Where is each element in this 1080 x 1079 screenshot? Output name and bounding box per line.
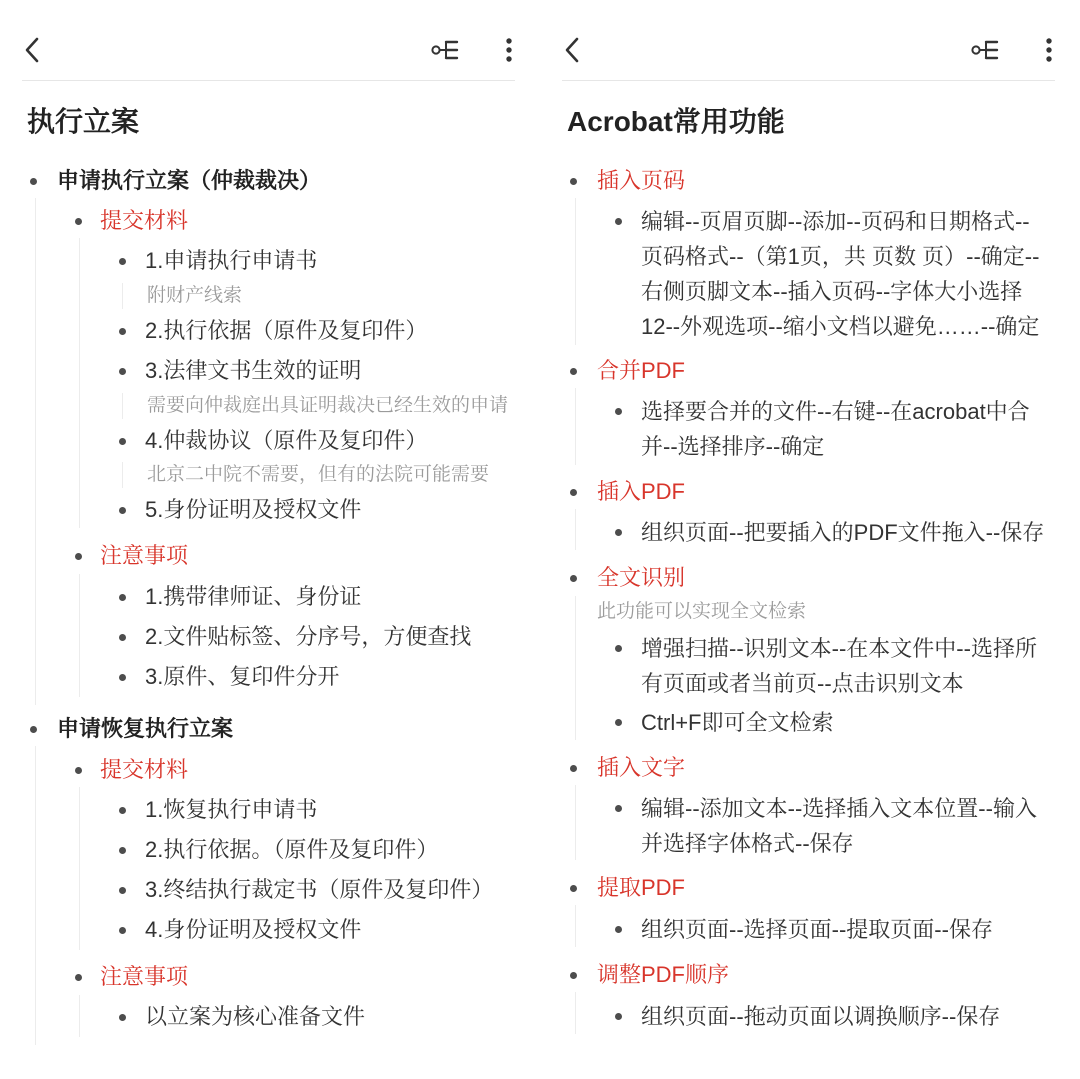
outline-item[interactable]	[0, 870, 540, 910]
more-button[interactable]	[500, 36, 518, 64]
back-button[interactable]	[22, 36, 44, 64]
bullet-icon[interactable]	[119, 368, 126, 375]
outline-item[interactable]	[0, 790, 540, 830]
page-title[interactable]: Acrobat常用功能	[567, 106, 785, 137]
bullet-icon[interactable]	[119, 807, 126, 814]
mind-map-button[interactable]	[971, 38, 1003, 62]
bullet-icon[interactable]	[30, 178, 37, 185]
more-button[interactable]	[1040, 36, 1058, 64]
bullet-icon[interactable]	[570, 575, 577, 582]
item-text[interactable]: 提取PDF	[597, 875, 686, 900]
indent-guide	[575, 596, 576, 740]
bullet-icon[interactable]	[570, 885, 577, 892]
item-note[interactable]: 附财产线索	[147, 285, 243, 306]
item-text[interactable]: 插入页码	[597, 168, 686, 193]
outline-item[interactable]	[0, 536, 540, 576]
item-text-line: 编辑--页眉页脚--添加--页码和日期格式--	[641, 209, 1030, 234]
item-text[interactable]: 申请执行立案（仲裁裁决）	[57, 168, 322, 193]
outline-item[interactable]	[0, 311, 540, 351]
item-text-line: 12--外观选项--缩小文档以避免……--确定	[641, 314, 1040, 339]
bullet-icon[interactable]	[615, 805, 622, 812]
outline-item[interactable]	[0, 910, 540, 950]
bullet-icon[interactable]	[119, 1014, 126, 1021]
outline-item[interactable]	[0, 241, 540, 281]
bullet-icon[interactable]	[615, 645, 622, 652]
bullet-icon[interactable]	[119, 674, 126, 681]
outline-item[interactable]	[0, 830, 540, 870]
bullet-icon[interactable]	[119, 927, 126, 934]
outline-item[interactable]	[540, 748, 1080, 788]
bullet-icon[interactable]	[615, 218, 622, 225]
item-text-line: 并选择字体格式--保存	[641, 831, 854, 856]
item-text[interactable]: 4.仲裁协议（原件及复印件）	[145, 428, 428, 453]
outline-item[interactable]	[540, 955, 1080, 995]
item-text[interactable]: 4.身份证明及授权文件	[145, 917, 362, 942]
outline-item[interactable]	[540, 351, 1080, 391]
note-guide	[122, 283, 123, 309]
note-guide	[122, 393, 123, 419]
bullet-icon[interactable]	[119, 507, 126, 514]
bullet-icon[interactable]	[615, 408, 622, 415]
indent-guide	[575, 198, 576, 345]
outline-item[interactable]	[0, 957, 540, 997]
item-text[interactable]: 插入文字	[597, 755, 686, 780]
item-text[interactable]	[641, 912, 993, 947]
item-text-line: 有页面或者当前页--点击识别文本	[641, 671, 964, 696]
bullet-icon[interactable]	[30, 726, 37, 733]
item-text-line: 页码格式--（第1页，共 页数 页）--确定--	[641, 244, 1040, 269]
header-divider	[562, 80, 1055, 81]
bullet-icon[interactable]	[75, 553, 82, 560]
bullet-icon[interactable]	[119, 594, 126, 601]
item-text[interactable]: 1.恢复执行申请书	[145, 797, 318, 822]
item-text[interactable]: 插入PDF	[597, 479, 686, 504]
top-bar	[540, 0, 1080, 80]
header-divider	[22, 80, 515, 81]
item-text[interactable]: 注意事项	[100, 543, 189, 568]
outline-item[interactable]	[0, 577, 540, 617]
item-text[interactable]: 3.终结执行裁定书（原件及复印件）	[145, 877, 494, 902]
item-text[interactable]	[641, 631, 1037, 701]
item-text-line: 组织页面--选择页面--提取页面--保存	[641, 917, 993, 942]
chevron-left-icon	[22, 36, 44, 64]
mind-map-button[interactable]	[431, 38, 463, 62]
bullet-icon[interactable]	[75, 767, 82, 774]
item-text[interactable]: 全文识别	[597, 565, 686, 590]
outline-item[interactable]	[540, 868, 1080, 908]
item-text[interactable]: 2.执行依据。（原件及复印件）	[145, 837, 439, 862]
item-text[interactable]	[641, 705, 834, 740]
bullet-icon[interactable]	[615, 719, 622, 726]
item-text[interactable]	[641, 204, 1039, 344]
indent-guide	[575, 785, 576, 860]
page-title[interactable]: 执行立案	[27, 106, 140, 137]
bullet-icon[interactable]	[119, 258, 126, 265]
mind-map-icon	[971, 38, 1003, 62]
bullet-icon[interactable]	[615, 1013, 622, 1020]
bullet-icon[interactable]	[570, 765, 577, 772]
outline-item[interactable]	[540, 472, 1080, 512]
more-vertical-icon	[500, 36, 518, 64]
bullet-icon[interactable]	[570, 489, 577, 496]
item-text[interactable]	[641, 515, 1044, 550]
outline-item[interactable]	[0, 421, 540, 461]
outline-item[interactable]	[0, 490, 540, 530]
right-outline-screen	[540, 0, 1080, 1079]
item-text[interactable]: 合并PDF	[597, 358, 686, 383]
item-text[interactable]: 调整PDF顺序	[597, 962, 730, 987]
mind-map-icon	[431, 38, 463, 62]
outline-item[interactable]	[0, 657, 540, 697]
item-text-line: 右侧页脚文本--插入页码--字体大小选择	[641, 279, 1023, 304]
item-text[interactable]	[641, 394, 1030, 464]
bullet-icon[interactable]	[119, 328, 126, 335]
item-text[interactable]: 3.原件、复印件分开	[145, 664, 340, 689]
item-text[interactable]: 2.文件贴标签、分序号，方便查找	[145, 624, 472, 649]
indent-guide	[575, 388, 576, 465]
item-text[interactable]	[641, 999, 1000, 1034]
indent-guide	[575, 905, 576, 947]
outline-item[interactable]	[0, 201, 540, 241]
outline-item[interactable]	[0, 750, 540, 790]
bullet-icon[interactable]	[119, 847, 126, 854]
item-note[interactable]: 此功能可以实现全文检索	[597, 601, 807, 622]
bullet-icon[interactable]	[615, 529, 622, 536]
item-text[interactable]: 提交材料	[100, 208, 189, 233]
bullet-icon[interactable]	[615, 926, 622, 933]
outline-item[interactable]	[0, 997, 540, 1037]
item-text-line: 编辑--添加文本--选择插入文本位置--输入	[641, 796, 1037, 821]
item-text[interactable]: 1.申请执行申请书	[145, 248, 318, 273]
item-text[interactable]: 注意事项	[100, 964, 189, 989]
bullet-icon[interactable]	[570, 972, 577, 979]
bullet-icon[interactable]	[570, 368, 577, 375]
item-text[interactable]: 3.法律文书生效的证明	[145, 358, 362, 383]
more-vertical-icon	[1040, 36, 1058, 64]
item-note[interactable]: 北京二中院不需要，但有的法院可能需要	[147, 464, 490, 485]
item-text-line: 组织页面--把要插入的PDF文件拖入--保存	[641, 520, 1045, 545]
item-text-line: Ctrl+F即可全文检索	[641, 710, 834, 735]
indent-guide	[575, 509, 576, 550]
item-text[interactable]: 1.携带律师证、身份证	[145, 584, 362, 609]
outline-item[interactable]	[0, 709, 540, 749]
item-text-line: 组织页面--拖动页面以调换顺序--保存	[641, 1004, 1001, 1029]
chevron-left-icon	[562, 36, 584, 64]
outline-item[interactable]	[0, 351, 540, 391]
bullet-icon[interactable]	[119, 438, 126, 445]
top-bar	[0, 0, 540, 80]
item-note[interactable]: 需要向仲裁庭出具证明裁决已经生效的申请	[147, 395, 509, 416]
bullet-icon[interactable]	[75, 218, 82, 225]
item-text-line: 选择要合并的文件--右键--在acrobat中合	[641, 399, 1030, 424]
bullet-icon[interactable]	[119, 634, 126, 641]
item-text-line: 增强扫描--识别文本--在本文件中--选择所	[641, 636, 1037, 661]
outline-item[interactable]	[0, 161, 540, 201]
item-text[interactable]: 5.身份证明及授权文件	[145, 497, 362, 522]
item-text[interactable]: 以立案为核心准备文件	[145, 1004, 366, 1029]
note-guide	[122, 462, 123, 488]
item-text[interactable]	[641, 791, 1037, 861]
back-button[interactable]	[562, 36, 584, 64]
bullet-icon[interactable]	[75, 974, 82, 981]
item-text[interactable]: 申请恢复执行立案	[57, 716, 234, 741]
item-text[interactable]: 2.执行依据（原件及复印件）	[145, 318, 428, 343]
outline-item[interactable]	[0, 617, 540, 657]
indent-guide	[575, 992, 576, 1034]
outline-item[interactable]	[540, 161, 1080, 201]
outline-item[interactable]	[540, 558, 1080, 598]
bullet-icon[interactable]	[570, 178, 577, 185]
item-text-line: 并--选择排序--确定	[641, 434, 825, 459]
item-text[interactable]: 提交材料	[100, 757, 189, 782]
bullet-icon[interactable]	[119, 887, 126, 894]
